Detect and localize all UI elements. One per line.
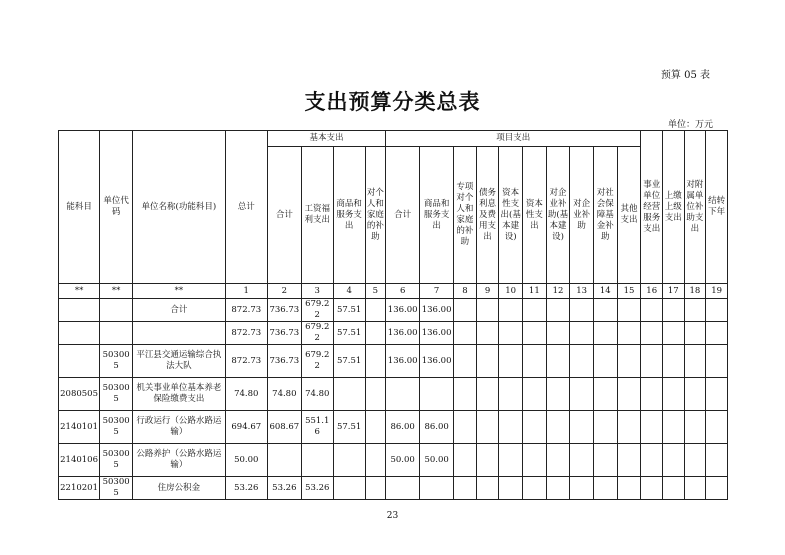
header-subsidy: 对个人和家庭的补助: [365, 147, 386, 284]
cell-empty: [523, 299, 547, 322]
cell-empty: [593, 477, 617, 500]
cell-empty: [454, 322, 477, 345]
index-cell: 3: [301, 284, 333, 299]
header-total: 总计: [225, 131, 267, 284]
unit-label: 单位：万元: [667, 120, 713, 130]
cell-func-code: [59, 299, 100, 322]
cell-unit-name: 机关事业单位基本养老保险缴费支出: [133, 378, 226, 411]
cell-basic-total: 74.80: [267, 378, 301, 411]
cell-empty: [546, 322, 570, 345]
cell-wages: 679.22: [301, 345, 333, 378]
cell-empty: [617, 477, 641, 500]
cell-empty: [684, 345, 706, 378]
cell-wages: 551.16: [301, 411, 333, 444]
header-enterprise-build: 对企业补助(基本建设): [546, 147, 570, 284]
index-cell: 16: [641, 284, 663, 299]
cell-empty: [454, 378, 477, 411]
cell-basic-total: 736.73: [267, 299, 301, 322]
cell-wages: 74.80: [301, 378, 333, 411]
index-cell: 12: [546, 284, 570, 299]
cell-func-code: 2210201: [59, 477, 100, 500]
table-row: [59, 322, 728, 345]
cell-empty: [476, 378, 499, 411]
cell-empty: [454, 299, 477, 322]
cell-basic-total: 736.73: [267, 345, 301, 378]
cell-empty: [684, 299, 706, 322]
cell-empty: [593, 444, 617, 477]
cell-empty: [641, 411, 663, 444]
header-other: 其他支出: [617, 147, 641, 284]
cell-empty: [546, 444, 570, 477]
cell-empty: [476, 299, 499, 322]
header-wages: 工资福利支出: [301, 147, 333, 284]
header-upper: 上缴上级支出: [663, 131, 685, 284]
cell-unit-name: 行政运行（公路水路运输）: [133, 411, 226, 444]
cell-unit-name: 住房公积金: [133, 477, 226, 500]
cell-proj-goods: 136.00: [420, 299, 454, 322]
cell-empty: [499, 411, 523, 444]
cell-proj-total: 86.00: [386, 411, 420, 444]
cell-unit-name: 平江县交通运输综合执法大队: [133, 345, 226, 378]
header-social: 对社会保障基金补助: [593, 147, 617, 284]
cell-goods: [333, 378, 365, 411]
header-unit-name: 单位名称(功能科目): [133, 131, 226, 284]
header-basic-total: 合计: [267, 147, 301, 284]
cell-unit-code: [100, 322, 133, 345]
cell-empty: [499, 378, 523, 411]
cell-empty: [706, 378, 728, 411]
cell-empty: [499, 322, 523, 345]
index-cell: 11: [523, 284, 547, 299]
cell-total: 872.73: [225, 322, 267, 345]
cell-func-code: 2080505: [59, 378, 100, 411]
cell-empty: [570, 299, 594, 322]
header-proj-subsidy: 专项对个人和家庭的补助: [454, 147, 477, 284]
header-operating: 事业单位经营服务支出: [641, 131, 663, 284]
cell-empty: [641, 477, 663, 500]
header-func-code: 能科目: [59, 131, 100, 284]
cell-empty: [546, 477, 570, 500]
cell-empty: [523, 477, 547, 500]
index-cell: 8: [454, 284, 477, 299]
index-cell: **: [133, 284, 226, 299]
table-row: [59, 378, 728, 411]
cell-goods: 57.51: [333, 411, 365, 444]
index-cell: 4: [333, 284, 365, 299]
table-row: [59, 477, 728, 500]
cell-empty: [706, 299, 728, 322]
header-proj-goods: 商品和服务支出: [420, 147, 454, 284]
cell-empty: [454, 477, 477, 500]
cell-empty: [546, 378, 570, 411]
cell-total: 74.80: [225, 378, 267, 411]
cell-goods: [333, 477, 365, 500]
index-cell: 7: [420, 284, 454, 299]
cell-empty: [499, 477, 523, 500]
cell-empty: [684, 322, 706, 345]
cell-empty: [641, 444, 663, 477]
cell-empty: [663, 299, 685, 322]
cell-proj-goods: 50.00: [420, 444, 454, 477]
header-proj-total: 合计: [386, 147, 420, 284]
cell-empty: [523, 345, 547, 378]
cell-proj-goods: [420, 477, 454, 500]
page-title: 支出预算分类总表: [304, 90, 481, 114]
header-affiliated: 对附属单位补助支出: [684, 131, 706, 284]
cell-subsidy: [365, 299, 386, 322]
index-row: [59, 284, 728, 299]
cell-proj-total: 136.00: [386, 299, 420, 322]
cell-empty: [706, 345, 728, 378]
cell-func-code: [59, 345, 100, 378]
cell-empty: [684, 477, 706, 500]
cell-empty: [593, 322, 617, 345]
cell-empty: [546, 345, 570, 378]
cell-empty: [617, 444, 641, 477]
header-basic: 基本支出: [267, 131, 385, 147]
cell-unit-code: 503005: [100, 345, 133, 378]
header-group-row: [59, 131, 728, 147]
cell-empty: [641, 345, 663, 378]
cell-empty: [617, 345, 641, 378]
cell-empty: [454, 411, 477, 444]
cell-basic-total: 53.26: [267, 477, 301, 500]
header-goods: 商品和服务支出: [333, 147, 365, 284]
cell-empty: [593, 345, 617, 378]
index-cell: 2: [267, 284, 301, 299]
cell-goods: 57.51: [333, 345, 365, 378]
cell-proj-total: 136.00: [386, 345, 420, 378]
cell-empty: [641, 299, 663, 322]
index-cell: 5: [365, 284, 386, 299]
cell-proj-goods: 86.00: [420, 411, 454, 444]
cell-empty: [454, 345, 477, 378]
cell-empty: [523, 411, 547, 444]
cell-proj-goods: 136.00: [420, 345, 454, 378]
cell-unit-name: 合计: [133, 299, 226, 322]
cell-unit-code: [100, 299, 133, 322]
cell-subsidy: [365, 345, 386, 378]
index-cell: 10: [499, 284, 523, 299]
cell-goods: [333, 444, 365, 477]
header-unit-code: 单位代码: [100, 131, 133, 284]
page-number: 23: [386, 511, 399, 521]
cell-empty: [663, 411, 685, 444]
cell-empty: [684, 444, 706, 477]
cell-proj-total: [386, 378, 420, 411]
cell-basic-total: 608.67: [267, 411, 301, 444]
index-cell: 1: [225, 284, 267, 299]
index-cell: 19: [706, 284, 728, 299]
table-row: [59, 444, 728, 477]
header-project: 项目支出: [386, 131, 641, 147]
cell-empty: [523, 378, 547, 411]
header-carryover: 结转下年: [706, 131, 728, 284]
cell-subsidy: [365, 477, 386, 500]
index-cell: 13: [570, 284, 594, 299]
cell-wages: 679.22: [301, 322, 333, 345]
cell-unit-code: 503005: [100, 444, 133, 477]
cell-empty: [663, 378, 685, 411]
index-cell: 18: [684, 284, 706, 299]
cell-empty: [570, 477, 594, 500]
cell-unit-code: 503005: [100, 477, 133, 500]
index-cell: **: [100, 284, 133, 299]
cell-empty: [570, 345, 594, 378]
cell-subsidy: [365, 411, 386, 444]
cell-total: 50.00: [225, 444, 267, 477]
header-debt: 债务利息及费用支出: [476, 147, 499, 284]
cell-total: 872.73: [225, 299, 267, 322]
cell-goods: 57.51: [333, 299, 365, 322]
cell-empty: [476, 322, 499, 345]
cell-empty: [684, 411, 706, 444]
cell-total: 694.67: [225, 411, 267, 444]
index-cell: 6: [386, 284, 420, 299]
cell-total: 872.73: [225, 345, 267, 378]
cell-empty: [593, 299, 617, 322]
cell-empty: [641, 378, 663, 411]
expenditure-table: [58, 130, 728, 500]
cell-empty: [523, 322, 547, 345]
cell-subsidy: [365, 322, 386, 345]
cell-empty: [641, 322, 663, 345]
cell-empty: [617, 378, 641, 411]
form-number: 预算 05 表: [660, 70, 710, 81]
cell-basic-total: 736.73: [267, 322, 301, 345]
cell-proj-total: 136.00: [386, 322, 420, 345]
cell-wages: [301, 444, 333, 477]
cell-empty: [476, 411, 499, 444]
cell-empty: [684, 378, 706, 411]
cell-proj-total: [386, 477, 420, 500]
cell-empty: [499, 444, 523, 477]
cell-goods: 57.51: [333, 322, 365, 345]
header-capital: 资本性支出: [523, 147, 547, 284]
index-cell: 9: [476, 284, 499, 299]
cell-empty: [706, 411, 728, 444]
cell-func-code: 2140101: [59, 411, 100, 444]
cell-empty: [663, 322, 685, 345]
cell-unit-name: [133, 322, 226, 345]
cell-empty: [593, 378, 617, 411]
table-row: [59, 411, 728, 444]
cell-empty: [570, 444, 594, 477]
cell-empty: [454, 444, 477, 477]
cell-empty: [706, 477, 728, 500]
index-cell: 15: [617, 284, 641, 299]
cell-empty: [617, 299, 641, 322]
cell-wages: 53.26: [301, 477, 333, 500]
cell-proj-goods: 136.00: [420, 322, 454, 345]
cell-subsidy: [365, 444, 386, 477]
cell-func-code: 2140106: [59, 444, 100, 477]
cell-proj-total: 50.00: [386, 444, 420, 477]
cell-empty: [523, 444, 547, 477]
cell-wages: 679.22: [301, 299, 333, 322]
cell-unit-code: 503005: [100, 378, 133, 411]
cell-empty: [570, 378, 594, 411]
cell-subsidy: [365, 378, 386, 411]
cell-empty: [663, 477, 685, 500]
cell-empty: [546, 299, 570, 322]
cell-func-code: [59, 322, 100, 345]
cell-empty: [570, 322, 594, 345]
cell-empty: [499, 299, 523, 322]
cell-empty: [617, 411, 641, 444]
cell-total: 53.26: [225, 477, 267, 500]
cell-unit-code: 503005: [100, 411, 133, 444]
cell-empty: [706, 444, 728, 477]
cell-empty: [593, 411, 617, 444]
cell-empty: [499, 345, 523, 378]
index-cell: 14: [593, 284, 617, 299]
cell-basic-total: [267, 444, 301, 477]
cell-empty: [617, 322, 641, 345]
table-row: [59, 299, 728, 322]
header-capital-build: 资本性支出(基本建设): [499, 147, 523, 284]
cell-proj-goods: [420, 378, 454, 411]
cell-empty: [663, 444, 685, 477]
table-row: [59, 345, 728, 378]
cell-unit-name: 公路养护（公路水路运输）: [133, 444, 226, 477]
cell-empty: [476, 477, 499, 500]
cell-empty: [663, 345, 685, 378]
header-enterprise: 对企业补助: [570, 147, 594, 284]
cell-empty: [706, 322, 728, 345]
cell-empty: [476, 345, 499, 378]
cell-empty: [476, 444, 499, 477]
cell-empty: [570, 411, 594, 444]
cell-empty: [546, 411, 570, 444]
index-cell: **: [59, 284, 100, 299]
index-cell: 17: [663, 284, 685, 299]
